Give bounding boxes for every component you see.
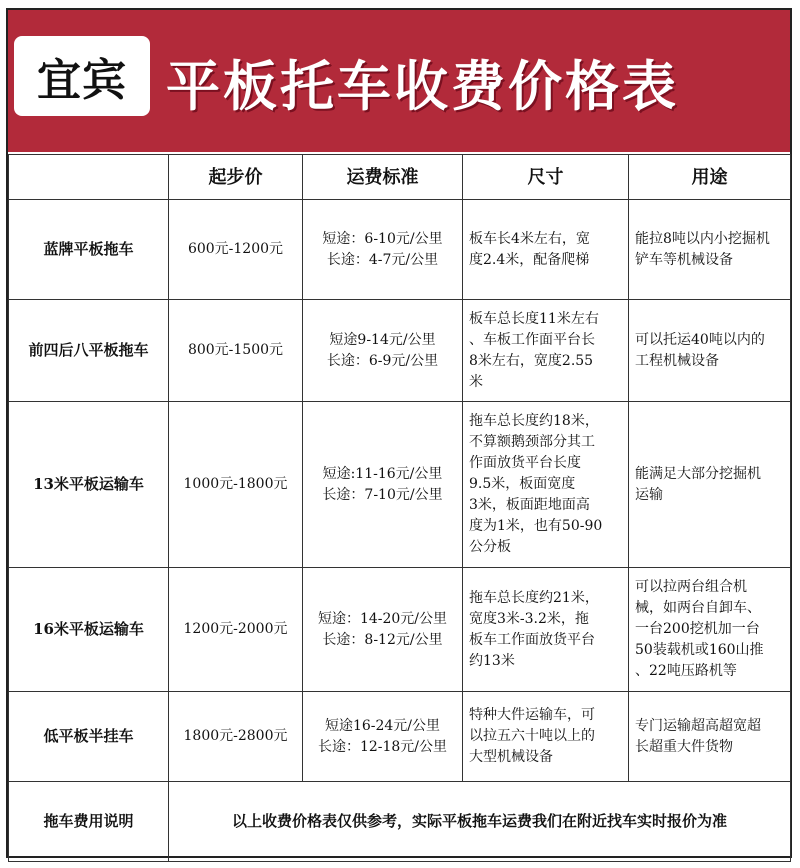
note-label: 拖车费用说明: [9, 782, 169, 862]
start-price: 800元-1500元: [169, 300, 303, 402]
vehicle-name: 低平板半挂车: [9, 692, 169, 782]
vehicle-use-line: 一台200挖机加一台: [635, 621, 760, 637]
table-row: [9, 402, 791, 568]
vehicle-use-line: 50装载机或160山推: [635, 642, 764, 658]
vehicle-size-line: 以拉五六十吨以上的: [469, 728, 595, 744]
city-badge: [14, 36, 150, 116]
column-header-fare: 运费标准: [303, 155, 463, 200]
vehicle-use-line: 、22吨压路机等: [635, 663, 737, 679]
vehicle-size-line: 拖车总长度约18米，: [469, 413, 599, 429]
vehicle-size-line: 公分板: [469, 539, 511, 555]
vehicle-size-line: 板车长4米左右，宽: [469, 230, 590, 247]
column-header-blank: [9, 155, 169, 200]
start-price: 1800元-2800元: [169, 692, 303, 782]
vehicle-size-line: 3米，板面距地面高: [469, 497, 590, 513]
note-text: 以上收费价格表仅供参考，实际平板拖车运费我们在附近找车实时报价为准: [169, 782, 791, 862]
fare-standard: [303, 300, 463, 402]
fare-standard-line: 长途：12-18元/公里: [317, 738, 448, 755]
vehicle-name: 前四后八平板拖车: [9, 300, 169, 402]
start-price: 1200元-2000元: [169, 568, 303, 692]
fare-standard-line: 长途：6-9元/公里: [326, 352, 439, 369]
vehicle-use: [629, 402, 791, 568]
fare-standard: [303, 402, 463, 568]
vehicle-size-line: 约13米: [469, 652, 515, 669]
column-header-size: 尺寸: [463, 155, 629, 200]
vehicle-size-line: 、车板工作面平台长: [469, 331, 595, 348]
vehicle-size-line: 米: [469, 373, 483, 390]
vehicle-size-line: 拖车总长度约21米，: [469, 589, 599, 606]
vehicle-size: [463, 402, 629, 568]
fare-standard-line: 长途：7-10元/公里: [322, 486, 443, 503]
fare-standard-line: 短途：14-20元/公里: [317, 610, 448, 627]
table-row: [9, 200, 791, 300]
fare-standard: [303, 568, 463, 692]
fare-standard-line: 短途:11-16元/公里: [322, 465, 443, 482]
vehicle-size: [463, 200, 629, 300]
vehicle-size-line: 板车工作面放货平台: [469, 631, 595, 648]
vehicle-use-line: 能满足大部分挖掘机: [635, 465, 761, 482]
fare-standard-line: 长途：8-12元/公里: [322, 631, 443, 648]
vehicle-size-line: 8米左右，宽度2.55: [469, 352, 594, 369]
note-row: [9, 782, 791, 862]
vehicle-size-line: 宽度3米-3.2米，拖: [469, 610, 589, 627]
vehicle-name: 蓝牌平板拖车: [9, 200, 169, 300]
table-row: [9, 692, 791, 782]
vehicle-use-line: 可以拉两台组合机: [635, 579, 747, 595]
vehicle-name: 16米平板运输车: [9, 568, 169, 692]
header-row: [9, 155, 791, 200]
fare-standard-line: 短途9-14元/公里: [329, 331, 436, 348]
vehicle-use-line: 工程机械设备: [635, 352, 719, 369]
vehicle-name: 13米平板运输车: [9, 402, 169, 568]
vehicle-use-line: 运输: [635, 486, 663, 503]
vehicle-use: [629, 300, 791, 402]
table-row: [9, 568, 791, 692]
vehicle-size-line: 9.5米，板面宽度: [469, 476, 576, 492]
vehicle-size: [463, 300, 629, 402]
vehicle-size-line: 特种大件运输车，可: [469, 707, 595, 723]
vehicle-use-line: 械，如两台自卸车、: [635, 600, 761, 616]
vehicle-use: [629, 200, 791, 300]
vehicle-size-line: 板车总长度11米左右: [469, 310, 599, 327]
vehicle-size-line: 作面放货平台长度: [469, 455, 581, 471]
vehicle-size-line: 度2.4米，配备爬梯: [469, 251, 590, 268]
vehicle-use-line: 铲车等机械设备: [635, 251, 733, 268]
fare-standard: [303, 200, 463, 300]
vehicle-size-line: 度为1米，也有50-90: [469, 518, 603, 534]
fare-standard-line: 短途16-24元/公里: [324, 717, 441, 734]
fare-standard-line: 长途：4-7元/公里: [326, 251, 439, 268]
vehicle-size: [463, 692, 629, 782]
vehicle-size-line: 大型机械设备: [469, 749, 553, 765]
vehicle-use-line: 能拉8吨以内小挖掘机: [635, 230, 770, 247]
vehicle-size-line: 不算额鹅颈部分其工: [469, 434, 595, 450]
vehicle-use-line: 可以托运40吨以内的: [635, 331, 765, 348]
page-title: 平板托车收费价格表: [166, 55, 679, 118]
vehicle-use: [629, 568, 791, 692]
price-table: [8, 154, 791, 862]
table-row: [9, 300, 791, 402]
column-header-use: 用途: [629, 155, 791, 200]
start-price: 1000元-1800元: [169, 402, 303, 568]
vehicle-size: [463, 568, 629, 692]
fare-standard-line: 短途：6-10元/公里: [322, 230, 443, 247]
city-label: 宜宾: [37, 55, 127, 106]
vehicle-use: [629, 692, 791, 782]
start-price: 600元-1200元: [169, 200, 303, 300]
fare-standard: [303, 692, 463, 782]
vehicle-use-line: 长超重大件货物: [635, 738, 733, 755]
column-header-price: 起步价: [169, 155, 303, 200]
vehicle-use-line: 专门运输超高超宽超: [635, 717, 761, 734]
